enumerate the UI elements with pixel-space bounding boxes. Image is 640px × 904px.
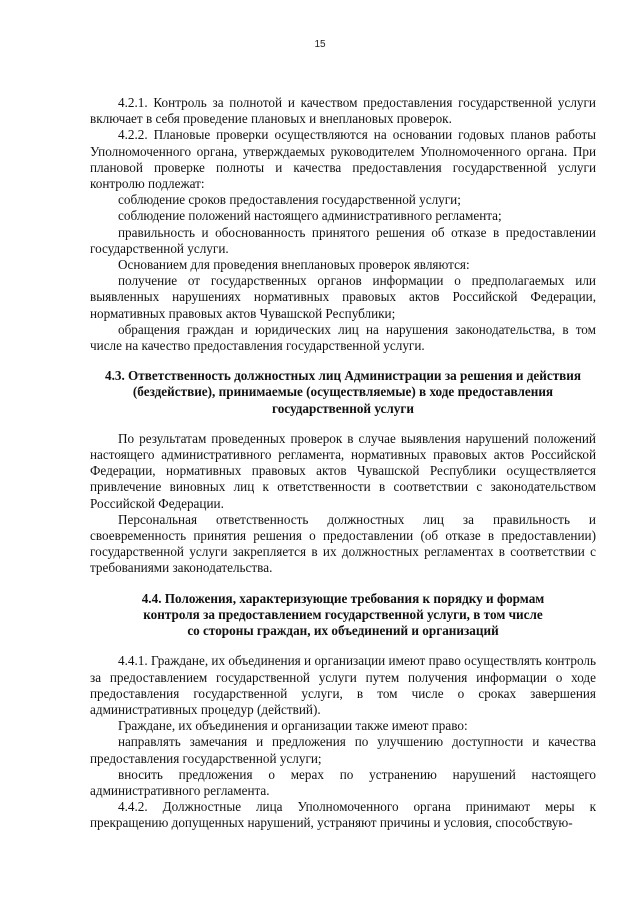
paragraph-rights: Граждане, их объединения и организации также имеют право:: [118, 718, 468, 734]
paragraph-4-4-1: 4.4.1. Граждане, их объединения и организации имеют право осуществлять контроль за предоставлением государственной услуги путем получения информации о ходе предоставления государственной услуги, в том числе о сроках завершения административных процедур (действий).: [90, 653, 596, 717]
section-heading-4-3: 4.3. Ответственность должностных лиц Администрации за решения и действия (бездействие), принимаемые (осуществляемые) в ходе предоставления государственной услуги: [104, 368, 582, 416]
list-item-regulation: соблюдение положений настоящего административного регламента;: [118, 208, 502, 224]
document-body: [90, 95, 596, 832]
paragraph-4-2-2: 4.2.2. Плановые проверки осуществляются на основании годовых планов работы Уполномоченного органа, утверждаемых руководителем Уполномоченного органа. При плановой проверке полноты и качества предоставления государственной услуги контролю подлежат:: [90, 127, 596, 192]
page-number: 15: [314, 39, 326, 50]
paragraph-liability: По результатам проведенных проверок в случае выявления нарушений положений настоящего административного регламента, нормативных правовых актов Российской Федерации, нормативных правовых актов Чувашской Республики осуществляется привлечение виновных лиц к ответственности в соответствии с законодательством Российской Федерации.: [90, 430, 596, 511]
list-item-remarks: направлять замечания и предложения по улучшению доступности и качества предоставления государственной услуги;: [90, 734, 596, 766]
paragraph-4-4-2: 4.4.2. Должностные лица Уполномоченного органа принимают меры к прекращению допущенных нарушений, устраняют причины и условия, способствую-: [90, 799, 596, 831]
list-item-proposals: вносить предложения о мерах по устранению нарушений настоящего административного регламента.: [90, 766, 596, 798]
list-item-refusal: правильность и обоснованность принятого решения об отказе в предоставлении государственной услуги.: [90, 224, 596, 256]
section-heading-4-4: 4.4. Положения, характеризующие требования к порядку и формам контроля за предоставлением государственной услуги, в том числе со стороны граждан, их объединений и организаций: [141, 590, 545, 639]
list-item-appeals: обращения граждан и юридических лиц на нарушения законодательства, в том числе на качество предоставления государственной услуги.: [90, 321, 596, 354]
paragraph-unscheduled-grounds: Основанием для проведения внеплановых проверок являются:: [118, 257, 470, 273]
paragraph-4-2-1: 4.2.1. Контроль за полнотой и качеством предоставления государственной услуги включает в себя проведение плановых и внеплановых проверок.: [90, 95, 596, 127]
list-item-information: получение от государственных органов информации о предполагаемых или выявленных нарушениях нормативных правовых актов Российской Федерации, нормативных правовых актов Чувашской Республики;: [90, 273, 596, 321]
list-item-deadlines: соблюдение сроков предоставления государственной услуги;: [118, 192, 461, 208]
paragraph-personal-responsibility: Персональная ответственность должностных лиц за правильность и своевременность принятия решения о предоставлении (об отказе в предоставлении) государственной услуги закрепляется в их должностных регламентах в соответствии с требованиями законодательства.: [90, 511, 596, 576]
